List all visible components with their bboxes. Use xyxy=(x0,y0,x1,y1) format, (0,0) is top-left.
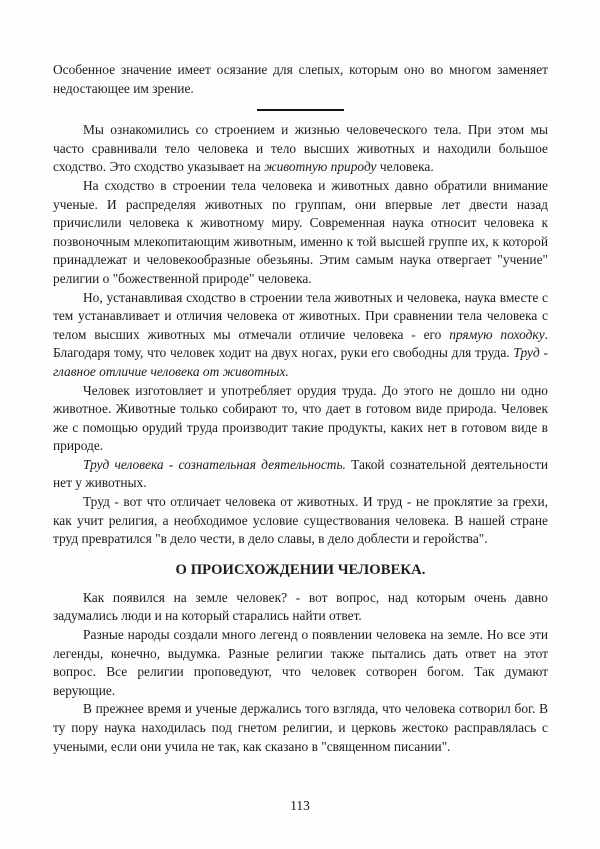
paragraph-5 xyxy=(53,456,548,493)
paragraph-9: В прежнее время и ученые держались того взгляда, что человека сотворил бог. В ту пору наука находилась под гнетом религии, и церковь жестоко расправлялась с учеными, если они учила не так, как сказано в "священном писании". xyxy=(53,701,548,754)
paragraph-3-emphasis-2: Труд - главное отличие человека от животных. xyxy=(53,345,548,379)
continuation-paragraph: Особенное значение имеет осязание для слепых, которым оно во многом заменяет недостающее им зрение. xyxy=(53,62,548,96)
text-column xyxy=(53,61,548,756)
paragraph-1 xyxy=(53,121,548,177)
page-number: 113 xyxy=(290,798,310,813)
paragraph-2: На сходство в строении тела человека и животных давно обратили внимание ученые. И распределяя животных по группам, они впервые лет двести назад причислили человека к животному миру. Современная наука относит человека к позвоночным млекопитающим животным, именно к той высшей группе их, к которой принадлежат и человекообразные обезьяны. Этим самым наука отвергает "учение" религии о "божественной природе" человека. xyxy=(53,177,548,286)
paragraph-3-emphasis-1: прямую походку xyxy=(449,326,545,342)
paragraph-1-head: Мы ознакомились со строением и жизнью человеческого тела. При этом мы часто сравнивали тело человека и тело высших животных и находили большое сходство. Это сходство указывает на xyxy=(53,122,548,175)
paragraph-5-emphasis: Труд человека - сознательная деятельность. xyxy=(83,456,346,472)
paragraph-3-middle: . Благодаря тому, что человек ходит на двух ногах, руки его свободны для труда. xyxy=(53,326,548,361)
paragraph-1-emphasis: животную природу xyxy=(264,159,377,175)
section-heading: О ПРОИСХОЖДЕНИИ ЧЕЛОВЕКА. xyxy=(175,561,426,578)
paragraph-4: Человек изготовляет и употребляет орудия труда. До этого не дошло ни одно животное. Животные только собирают то, что дает в готовом виде природа. Человек же с помощью орудий труда производит такие продукты, каких нет в готовом виде в природе. xyxy=(53,382,548,454)
horizontal-rule-icon xyxy=(257,109,344,111)
paragraph-5-tail: Такой сознательной деятельности нет у животных. xyxy=(53,456,548,491)
paragraph-8: Разные народы создали много легенд о появлении человека на земле. Но все эти легенды, конечно, выдумка. Разные религии также пытались дать ответ на этот вопрос. Все религии проповедуют, что человек сотворен богом. Так думают верующие. xyxy=(53,627,548,698)
paragraph-3 xyxy=(53,289,548,382)
paragraph-3-head: Но, устанавливая сходство в строении тела животных и человека, наука вместе с тем устанавливает и отличия человека от животных. При сравнении тела человека с телом высших животных мы отмечали отличие человека - его xyxy=(53,289,548,342)
paragraph-7: Как появился на земле человек? - вот вопрос, над которым очень давно задумались люди и на который старались найти ответ. xyxy=(53,589,548,624)
paragraph-1-tail: человека. xyxy=(376,159,434,175)
section-divider xyxy=(53,98,548,121)
paragraph-6: Труд - вот что отличает человека от животных. И труд - не проклятие за грехи, как учит религия, а необходимое условие существования человека. В нашей стране труд превратился "в дело чести, в дело славы, в дело доблести и геройства". xyxy=(53,494,548,547)
